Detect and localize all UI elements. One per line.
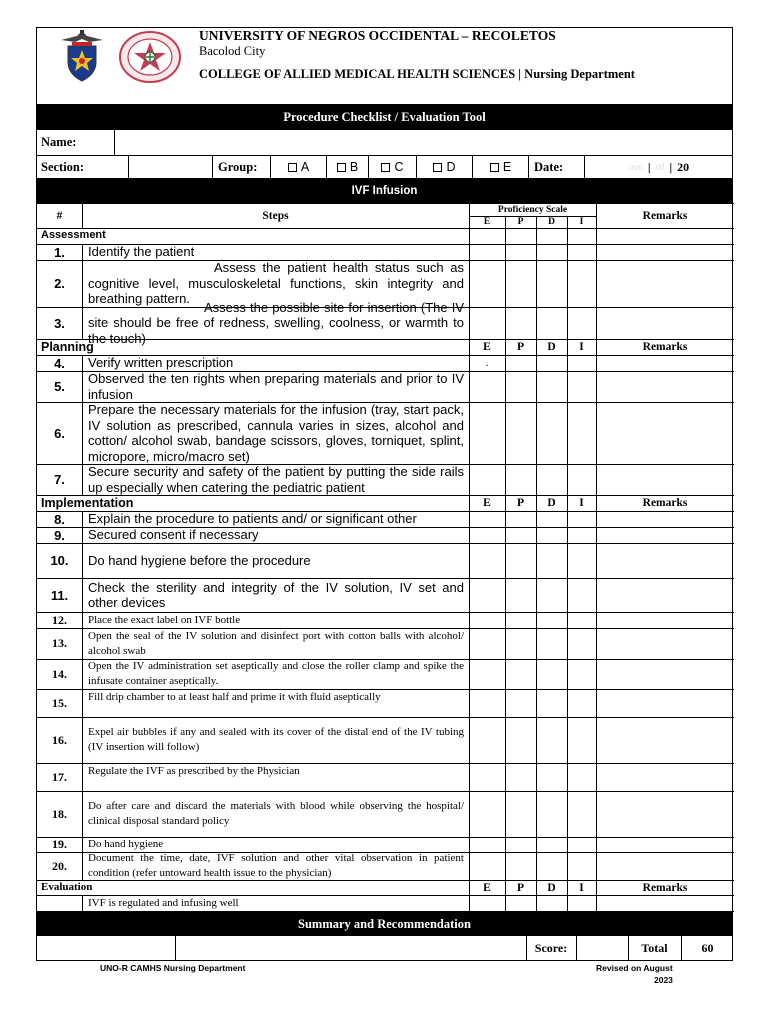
step-number: 2.	[54, 276, 65, 291]
rating-cell-d[interactable]	[537, 629, 567, 659]
remarks-label: Remarks	[642, 881, 688, 894]
rating-cell-e[interactable]	[470, 403, 505, 464]
footer-revised-line1: Revised on August	[596, 963, 673, 973]
rating-cell-i[interactable]	[568, 261, 596, 307]
rating-cell-i[interactable]	[568, 792, 596, 837]
rating-cell-p[interactable]	[506, 613, 536, 628]
date-mm-placeholder: mm	[628, 162, 643, 172]
scale-label-d: D	[547, 341, 556, 353]
step-text: Expel air bubbles if any and sealed with its cover of the distal end of the IV tubing (IV insertion will follow)	[88, 726, 464, 753]
scale-label-e: E	[483, 497, 491, 509]
rating-cell-d[interactable]	[537, 528, 567, 543]
rating-cell-p[interactable]	[506, 512, 536, 527]
rating-cell-i[interactable]	[568, 838, 596, 852]
rating-cell-i[interactable]	[568, 308, 596, 339]
step-text: Place the exact label on IVF bottle	[88, 613, 241, 626]
step-number: 12.	[52, 612, 67, 627]
remarks-cell[interactable]	[597, 792, 733, 837]
step-text: Assess the possible site for insertion (The IV site should be free of redness, swelling, coolness, or warmth to the touch)	[88, 299, 464, 346]
rating-cell-e[interactable]	[470, 690, 505, 717]
rating-cell-i[interactable]	[568, 465, 596, 495]
rating-cell-e[interactable]	[470, 629, 505, 659]
rating-cell-e[interactable]	[470, 528, 505, 543]
rating-cell-e[interactable]	[470, 718, 505, 763]
group-option-b[interactable]: B	[327, 156, 368, 178]
remarks-cell[interactable]	[597, 528, 733, 543]
rating-cell-d[interactable]	[537, 512, 567, 527]
scale-label-d: D	[548, 217, 555, 227]
rating-cell-e[interactable]	[470, 838, 505, 852]
rating-cell-e[interactable]	[470, 792, 505, 837]
step-text: Open the seal of the IV solution and disinfect port with cotton balls with alcohol/ alcohol swab	[88, 629, 464, 657]
total-value: 60	[701, 941, 714, 955]
step-number: 11.	[50, 587, 69, 603]
step-number: 10.	[50, 553, 69, 568]
step-number: 6.	[54, 425, 65, 441]
step-text: Assess the patient health status such as cognitive level, musculoskeletal functions, skin integrity and breathing pattern.	[88, 260, 464, 307]
form-title-bar: Procedure Checklist / Evaluation Tool	[37, 104, 732, 130]
total-label: Total	[641, 941, 668, 955]
rating-cell-i[interactable]	[568, 512, 596, 527]
rating-cell-d[interactable]	[537, 403, 567, 464]
rating-cell-e[interactable]	[470, 465, 505, 495]
remarks-label: Remarks	[642, 497, 688, 509]
rating-cell-p[interactable]	[506, 308, 536, 339]
section-field[interactable]	[129, 156, 211, 178]
date-label: Date:	[534, 159, 564, 174]
footer-department: UNO-R CAMHS Nursing Department	[100, 963, 246, 973]
scale-label-e: E	[483, 217, 491, 227]
rating-cell-i[interactable]	[568, 245, 596, 260]
step-number: 8.	[54, 511, 65, 527]
score-field[interactable]	[577, 936, 628, 961]
step-text: Verify written prescription	[88, 355, 234, 371]
rating-cell-e[interactable]	[470, 579, 505, 612]
rating-cell-d[interactable]	[537, 544, 567, 578]
section-implementation: Implementation	[41, 496, 134, 510]
rating-cell-d[interactable]	[537, 690, 567, 717]
rating-cell-d[interactable]	[537, 465, 567, 495]
step-number: 20.	[52, 858, 67, 873]
remarks-cell[interactable]	[597, 613, 733, 628]
rating-cell-p[interactable]	[506, 792, 536, 837]
group-label: Group:	[218, 159, 258, 174]
rating-cell-i[interactable]	[568, 579, 596, 612]
rating-cell-d[interactable]	[537, 308, 567, 339]
scale-label-p: P	[516, 497, 525, 509]
rating-cell-p[interactable]	[506, 838, 536, 852]
step-number: 7.	[54, 472, 65, 487]
rating-cell-e[interactable]	[470, 372, 505, 402]
rating-cell-p[interactable]	[506, 245, 536, 260]
name-label: Name:	[41, 135, 77, 149]
section-assessment: Assessment	[41, 229, 106, 241]
rating-cell-p[interactable]	[506, 403, 536, 464]
rating-cell-d[interactable]	[537, 579, 567, 612]
rating-cell-i[interactable]	[568, 372, 596, 402]
remarks-cell[interactable]	[597, 853, 733, 880]
section-label: Section:	[41, 159, 85, 174]
rating-cell-p[interactable]	[506, 261, 536, 307]
summary-field-1[interactable]	[37, 936, 175, 961]
rating-cell-i[interactable]	[568, 613, 596, 628]
step-number: 18.	[52, 806, 67, 821]
scale-label-i: I	[579, 497, 584, 509]
remarks-cell[interactable]	[597, 465, 733, 495]
scale-label-e: E	[483, 881, 491, 894]
step-number: 14.	[52, 666, 67, 681]
remarks-cell[interactable]	[597, 660, 733, 689]
rating-cell-e[interactable]	[470, 853, 505, 880]
rating-cell-i[interactable]	[568, 528, 596, 543]
remarks-cell[interactable]	[597, 764, 733, 791]
rating-cell-p[interactable]	[506, 356, 536, 371]
col-header-number: #	[56, 209, 63, 222]
rating-cell-i[interactable]	[568, 853, 596, 880]
rating-cell-i[interactable]	[568, 629, 596, 659]
scale-label-p: P	[516, 341, 525, 353]
step-text: Do hand hygiene before the procedure	[88, 552, 311, 568]
step-number: 4.	[54, 355, 65, 371]
rating-cell-p[interactable]	[506, 372, 536, 402]
rating-cell-i[interactable]	[568, 403, 596, 464]
remarks-cell[interactable]	[597, 356, 733, 371]
col-header-remarks: Remarks	[642, 209, 688, 222]
rating-cell-p[interactable]	[506, 528, 536, 543]
remarks-cell[interactable]	[597, 372, 733, 402]
procedure-name-bar: IVF Infusion	[37, 178, 732, 203]
remarks-label: Remarks	[642, 341, 688, 353]
rating-cell-e[interactable]	[470, 245, 505, 260]
step-text: Observed the ten rights when preparing materials and prior to IV infusion	[88, 371, 464, 402]
remarks-cell[interactable]	[597, 512, 733, 527]
rating-cell-d[interactable]	[537, 853, 567, 880]
group-option-c[interactable]: C	[369, 156, 416, 178]
date-year: 20	[677, 159, 690, 174]
scale-label-p: P	[516, 881, 525, 894]
footer-revised-line2: 2023	[654, 975, 673, 985]
rating-cell-e[interactable]	[470, 261, 505, 307]
rating-cell-p[interactable]	[506, 764, 536, 791]
section-evaluation: Evaluation	[41, 881, 93, 893]
step-text: Secure security and safety of the patient by putting the side rails up especially when catering the pediatric patient	[88, 464, 464, 495]
step-number: 1.	[54, 244, 65, 260]
col-header-steps: Steps	[262, 209, 289, 222]
remarks-cell[interactable]	[597, 261, 733, 307]
group-option-d[interactable]: D	[417, 156, 472, 178]
rating-cell-i[interactable]	[568, 764, 596, 791]
scale-label-i: I	[579, 881, 584, 894]
remarks-cell[interactable]	[597, 308, 733, 339]
university-seal-logo	[57, 28, 107, 84]
score-label: Score:	[534, 941, 568, 955]
remarks-cell[interactable]	[597, 544, 733, 578]
rating-cell-p[interactable]	[506, 544, 536, 578]
rating-cell-d[interactable]	[537, 613, 567, 628]
rating-cell-i[interactable]	[568, 660, 596, 689]
rating-cell-e[interactable]	[470, 660, 505, 689]
step-number: 16.	[52, 732, 67, 747]
rating-cell-p[interactable]	[506, 579, 536, 612]
step-number: 13.	[52, 636, 67, 650]
rating-cell-d[interactable]	[537, 718, 567, 763]
rating-cell-p[interactable]	[506, 629, 536, 659]
scale-label-p: P	[517, 217, 524, 227]
remarks-cell[interactable]	[597, 245, 733, 260]
rating-cell-i[interactable]	[568, 544, 596, 578]
remarks-cell[interactable]	[597, 690, 733, 717]
remarks-cell[interactable]	[597, 629, 733, 659]
college-name: COLLEGE OF ALLIED MEDICAL HEALTH SCIENCES | Nursing Department	[199, 67, 635, 81]
step-text: Regulate the IVF as prescribed by the Physician	[88, 765, 300, 777]
rating-cell-i[interactable]	[568, 356, 596, 371]
dot-mark: .	[485, 355, 489, 369]
remarks-cell[interactable]	[597, 403, 733, 464]
rating-cell-i[interactable]	[568, 690, 596, 717]
name-field[interactable]	[115, 130, 733, 155]
step-number: 15.	[52, 695, 67, 710]
evaluation-item: IVF is regulated and infusing well	[88, 896, 239, 909]
rating-cell-d[interactable]	[537, 660, 567, 689]
rating-cell-i[interactable]	[568, 718, 596, 763]
step-number: 5.	[54, 379, 65, 394]
rating-cell-d[interactable]	[537, 838, 567, 852]
step-number: 9.	[54, 527, 65, 543]
rating-cell-p[interactable]	[506, 718, 536, 763]
step-number: 17.	[52, 769, 67, 784]
group-option-e[interactable]: E	[473, 156, 528, 178]
university-name: UNIVERSITY OF NEGROS OCCIDENTAL – RECOLETOS	[199, 28, 556, 43]
step-number: 19.	[52, 837, 67, 851]
step-text: Check the sterility and integrity of the IV solution, IV set and other devices	[88, 579, 464, 610]
rating-cell-d[interactable]	[537, 245, 567, 260]
rating-cell-d[interactable]	[537, 356, 567, 371]
date-dd-placeholder: dd	[655, 162, 665, 172]
scale-label-i: I	[579, 217, 584, 227]
scale-label-d: D	[547, 881, 556, 894]
rating-cell-e[interactable]	[470, 764, 505, 791]
rating-cell-d[interactable]	[537, 764, 567, 791]
rating-cell-d[interactable]	[537, 372, 567, 402]
step-text: Identify the patient	[88, 244, 195, 260]
summary-recommendation-field[interactable]	[176, 936, 526, 961]
rating-cell-d[interactable]	[537, 261, 567, 307]
checklist-sheet	[36, 27, 733, 961]
step-text: Do after care and discard the materials with blood while observing the hospital/ clinical disposal standard policy	[88, 800, 464, 827]
rating-cell-e[interactable]	[470, 613, 505, 628]
rating-cell-p[interactable]	[506, 853, 536, 880]
summary-title-bar: Summary and Recommendation	[37, 912, 732, 936]
scale-label-e: E	[483, 341, 491, 353]
rating-cell-p[interactable]	[506, 690, 536, 717]
city-name: Bacolod City	[199, 44, 266, 58]
remarks-cell[interactable]	[597, 838, 733, 852]
step-text: Prepare the necessary materials for the infusion (tray, start pack, IV solution as prescribed, cannula varies in sizes, alcohol and cotton/ alcohol swab, bandage scissors, gloves, torniquet, splint, micropore, micro/macro set)	[88, 402, 464, 464]
section-planning: Planning	[41, 340, 94, 354]
step-text: Fill drip chamber to at least half and prime it with fluid aseptically	[88, 691, 381, 703]
step-text: Secured consent if necessary	[88, 527, 259, 543]
rating-cell-p[interactable]	[506, 465, 536, 495]
rating-cell-e[interactable]	[470, 544, 505, 578]
college-emblem-logo	[119, 31, 181, 83]
step-number: 3.	[54, 315, 65, 331]
col-header-proficiency-scale: Proficiency Scale	[497, 204, 568, 215]
step-text: Document the time, date, IVF solution and other vital observation in patient condition (refer untoward health issue to the physician)	[88, 852, 464, 879]
rating-cell-e[interactable]	[470, 512, 505, 527]
scale-label-d: D	[547, 497, 556, 509]
scale-label-i: I	[579, 341, 584, 353]
step-text: Explain the procedure to patients and/ or significant other	[88, 511, 417, 527]
rating-cell-p[interactable]	[506, 660, 536, 689]
step-text: Open the IV administration set aseptically and close the roller clamp and spike the infusate container aseptically.	[88, 660, 464, 687]
rating-cell-e[interactable]	[470, 356, 505, 371]
date-field[interactable]: mm | dd | 20	[628, 159, 690, 174]
rating-cell-e[interactable]	[470, 308, 505, 339]
remarks-cell[interactable]	[597, 718, 733, 763]
step-text: Do hand hygiene	[88, 838, 164, 850]
group-option-a[interactable]: A	[271, 156, 326, 178]
remarks-cell[interactable]	[597, 579, 733, 612]
rating-cell-d[interactable]	[537, 792, 567, 837]
